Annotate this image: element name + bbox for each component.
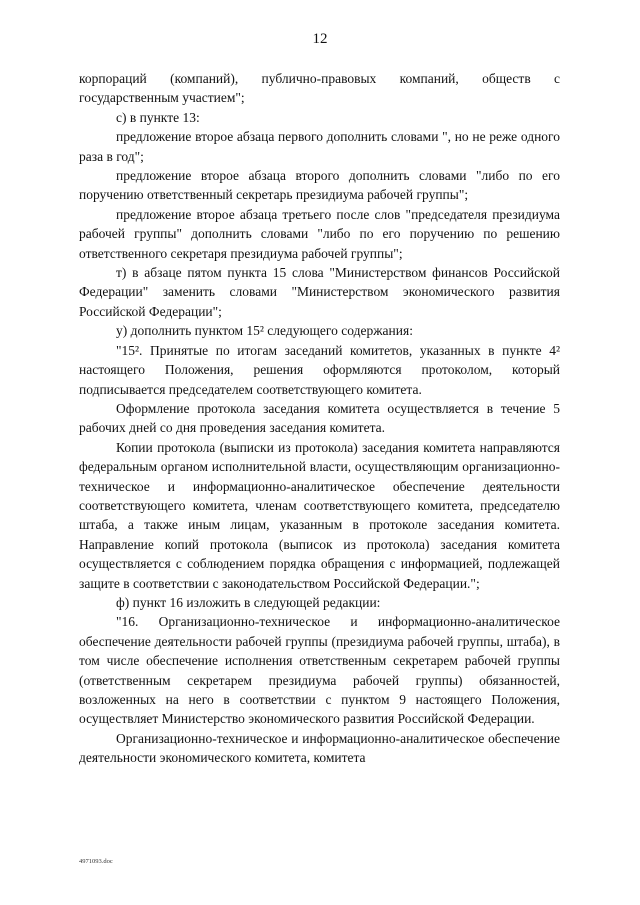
- paragraph: Оформление протокола заседания комитета осуществляется в течение 5 рабочих дней со дня проведения заседания комитета.: [79, 400, 560, 436]
- paragraph: ф) пункт 16 изложить в следующей редакции:: [116, 594, 381, 610]
- paragraph: у) дополнить пунктом 15² следующего содержания:: [116, 323, 413, 339]
- paragraph: "15². Принятые по итогам заседаний комитетов, указанных в пункте 4² настоящего Положения, решения оформляются протоколом, который подписывается председателем соответствующего комитета.: [79, 342, 560, 397]
- paragraph: предложение второе абзаца третьего после слов "председателя президиума рабочей группы" дополнить словами "либо по его поручению по решению ответственного секретаря президиума рабочей группы";: [79, 206, 560, 261]
- paragraph: "16. Организационно-техническое и информационно-аналитическое обеспечение деятельности рабочей группы (президиума рабочей группы, штаба), в том числе обеспечение исполнения ответственным секретарем рабочей группы (ответственным секретарем президиума рабочей группы) обязанностей, возложенных на него в соответствии с пунктом 9 настоящего Положения, осуществляет Министерство экономического развития Российской Федерации.: [79, 614, 560, 727]
- document-body: [79, 69, 560, 768]
- paragraph: с) в пункте 13:: [116, 109, 200, 125]
- page-number: 12: [312, 31, 328, 47]
- paragraph: Копии протокола (выписки из протокола) заседания комитета направляются федеральным органом исполнительной власти, осуществляющим организационно-техническое и информационно-аналитическое обеспечение деятельности соответствующего комитета, членам соответствующего комитета, председателю штаба, а также иным лицам, указанным в протоколе заседания комитета. Направление копий протокола (выписок из протокола) заседания комитета осуществляется с соблюдением порядка обращения с информацией, подлежащей защите в соответствии с законодательством Российской Федерации.";: [79, 439, 560, 591]
- paragraph: предложение второе абзаца первого дополнить словами ", но не реже одного раза в год";: [79, 129, 560, 164]
- paragraph: Организационно-техническое и информационно-аналитическое обеспечение деятельности экономического комитета, комитета: [79, 730, 560, 766]
- paragraph: корпораций (компаний), публично-правовых компаний, обществ с государственным участием";: [79, 71, 560, 106]
- document-filename: 4971093.doc: [79, 858, 113, 865]
- paragraph: т) в абзаце пятом пункта 15 слова "Министерством финансов Российской Федерации" заменить словами "Министерством экономического развития Российской Федерации";: [79, 265, 560, 319]
- paragraph: предложение второе абзаца второго дополнить словами "либо по его поручению ответственный секретарь президиума рабочей группы";: [79, 168, 560, 203]
